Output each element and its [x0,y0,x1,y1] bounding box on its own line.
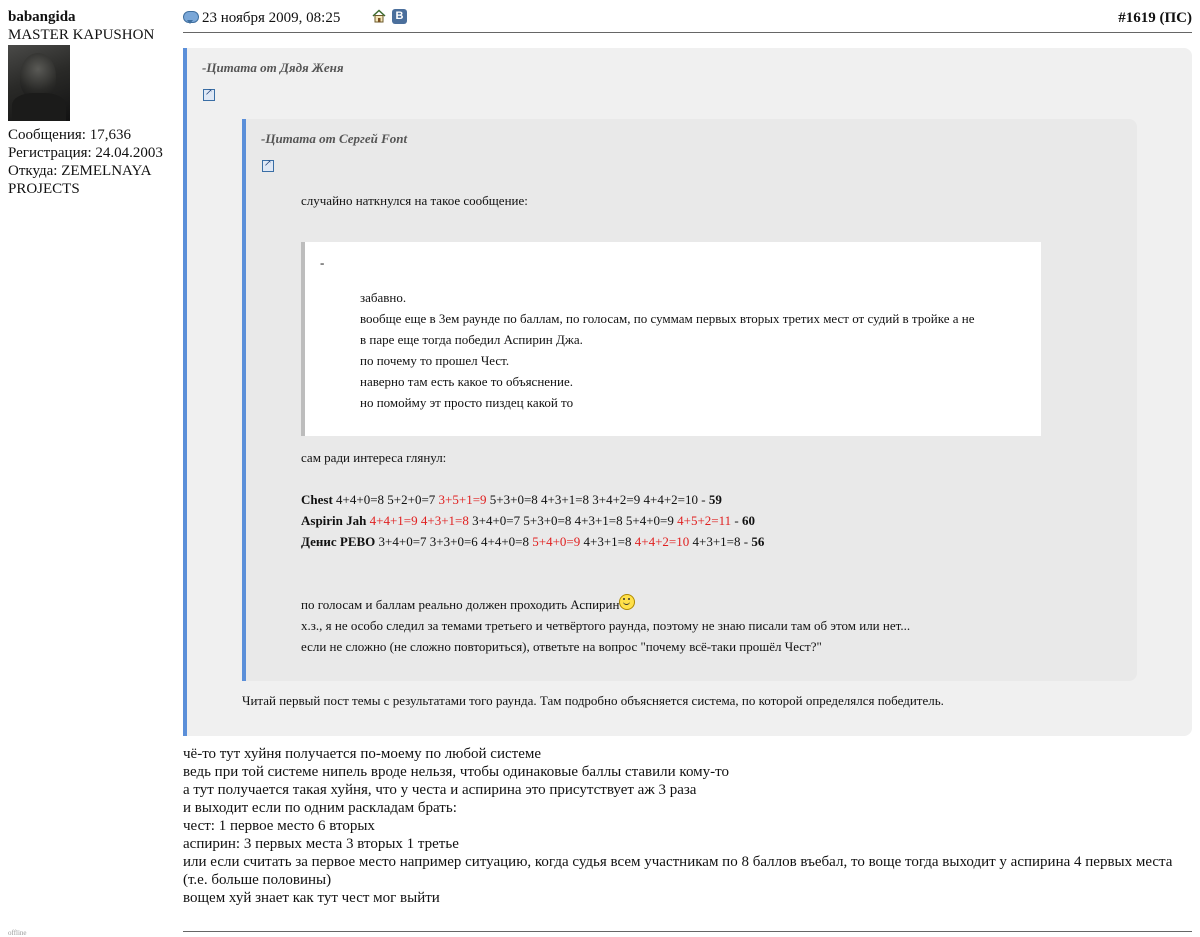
quote-after-text: сам ради интереса глянул: [301,450,447,465]
quote-line: вообще еще в 3ем раунде по баллам, по голосам, по суммам первых вторых третих мест от судий в тройке а не [360,311,975,326]
quote-dash: - [320,255,325,270]
user-title: MASTER KAPUSHON [8,27,155,43]
quote-line: но помойму эт просто пиздец какой то [360,395,574,410]
avatar [8,45,70,121]
quote-closing-2: х.з., я не особо следил за темами третьего и четвёртого раунда, поэтому не знаю писали там об этом или нет... [301,618,911,633]
quote-closing-1: по голосам и баллам реально должен проходить Аспирин [301,594,635,615]
quote-author: -Цитата от Сергей Font [261,131,408,146]
quote-line: забавно. [360,290,407,305]
body-line: аспирин: 3 первых места 3 вторых 1 третье [183,836,459,852]
body-line: а тут получается такая хуйня, что у честа и аспирина это присутствует аж 3 раза [183,782,697,798]
quote-inner [301,242,1041,436]
body-line: ведь при той системе нипель вроде нельзя, чтобы одинаковые баллы ставили кому-то [183,764,730,780]
username[interactable]: babangida [8,9,76,25]
post-body [183,745,1173,907]
body-line: вощем хуй знает как тут чест мог выйти [183,890,440,906]
quote-reply-text: Читай первый пост темы с результатами того раунда. Там подробно объясняется система, по которой определялся победитель. [242,693,944,708]
quote-line: по почему то прошел Чест. [360,353,510,368]
user-location-cont: PROJECTS [8,181,80,197]
user-registration-date: Регистрация: 24.04.2003 [8,145,163,161]
body-line: чё-то тут хуйня получается по-моему по любой системе [183,746,542,762]
body-line: или если считать за первое место например ситуацию, когда судья всем участникам по 8 баллов въебал, то воще тогда выходит у аспирина 4 первых места (т.е. больше половины) [183,854,1173,888]
quote-line: наверно там есть какое то объяснение. [360,374,573,389]
user-message-count: Сообщения: 17,636 [8,127,131,143]
score-row-denis: Денис РЕВО 3+4+0=7 3+3+0=6 4+4+0=8 5+4+0=9 4+3+1=8 4+4+2=10 4+3+1=8 - 56 [301,534,765,549]
post-separator [183,931,1192,932]
quote-closing-3: если не сложно (не сложно повториться), ответьте на вопрос "почему всё-таки прошёл Чест?" [301,639,822,654]
online-status: offline [8,929,27,937]
user-info-panel [8,8,178,198]
post-date: 23 ноября 2009, 08:25 [202,10,341,26]
smiley-icon [619,594,635,610]
post-number-link[interactable]: #1619 [1118,10,1156,26]
body-line: чест: 1 первое место 6 вторых [183,818,375,834]
post-header [183,6,1192,33]
home-icon[interactable] [372,9,386,23]
ps-link[interactable]: (ПС) [1159,10,1192,26]
quote-author: -Цитата от Дядя Женя [202,60,344,75]
quote-source-link-icon[interactable] [203,89,215,101]
quote-line: в паре еще тогда победил Аспирин Джа. [360,332,583,347]
user-location: Откуда: ZEMELNAYA [8,163,152,179]
vk-icon[interactable]: В [392,9,407,24]
message-icon [183,11,199,23]
score-row-aspirin: Aspirin Jah 4+4+1=9 4+3+1=8 3+4+0=7 5+3+0=8 4+3+1=8 5+4+0=9 4+5+2=11 - 60 [301,513,755,528]
quote-source-link-icon[interactable] [262,160,274,172]
quote-intro-text: случайно наткнулся на такое сообщение: [301,193,528,208]
body-line: и выходит если по одним раскладам брать: [183,800,457,816]
post-number[interactable] [1118,10,1192,27]
score-row-chest: Chest 4+4+0=8 5+2+0=7 3+5+1=9 5+3+0=8 4+3+1=8 3+4+2=9 4+4+2=10 - 59 [301,492,722,507]
